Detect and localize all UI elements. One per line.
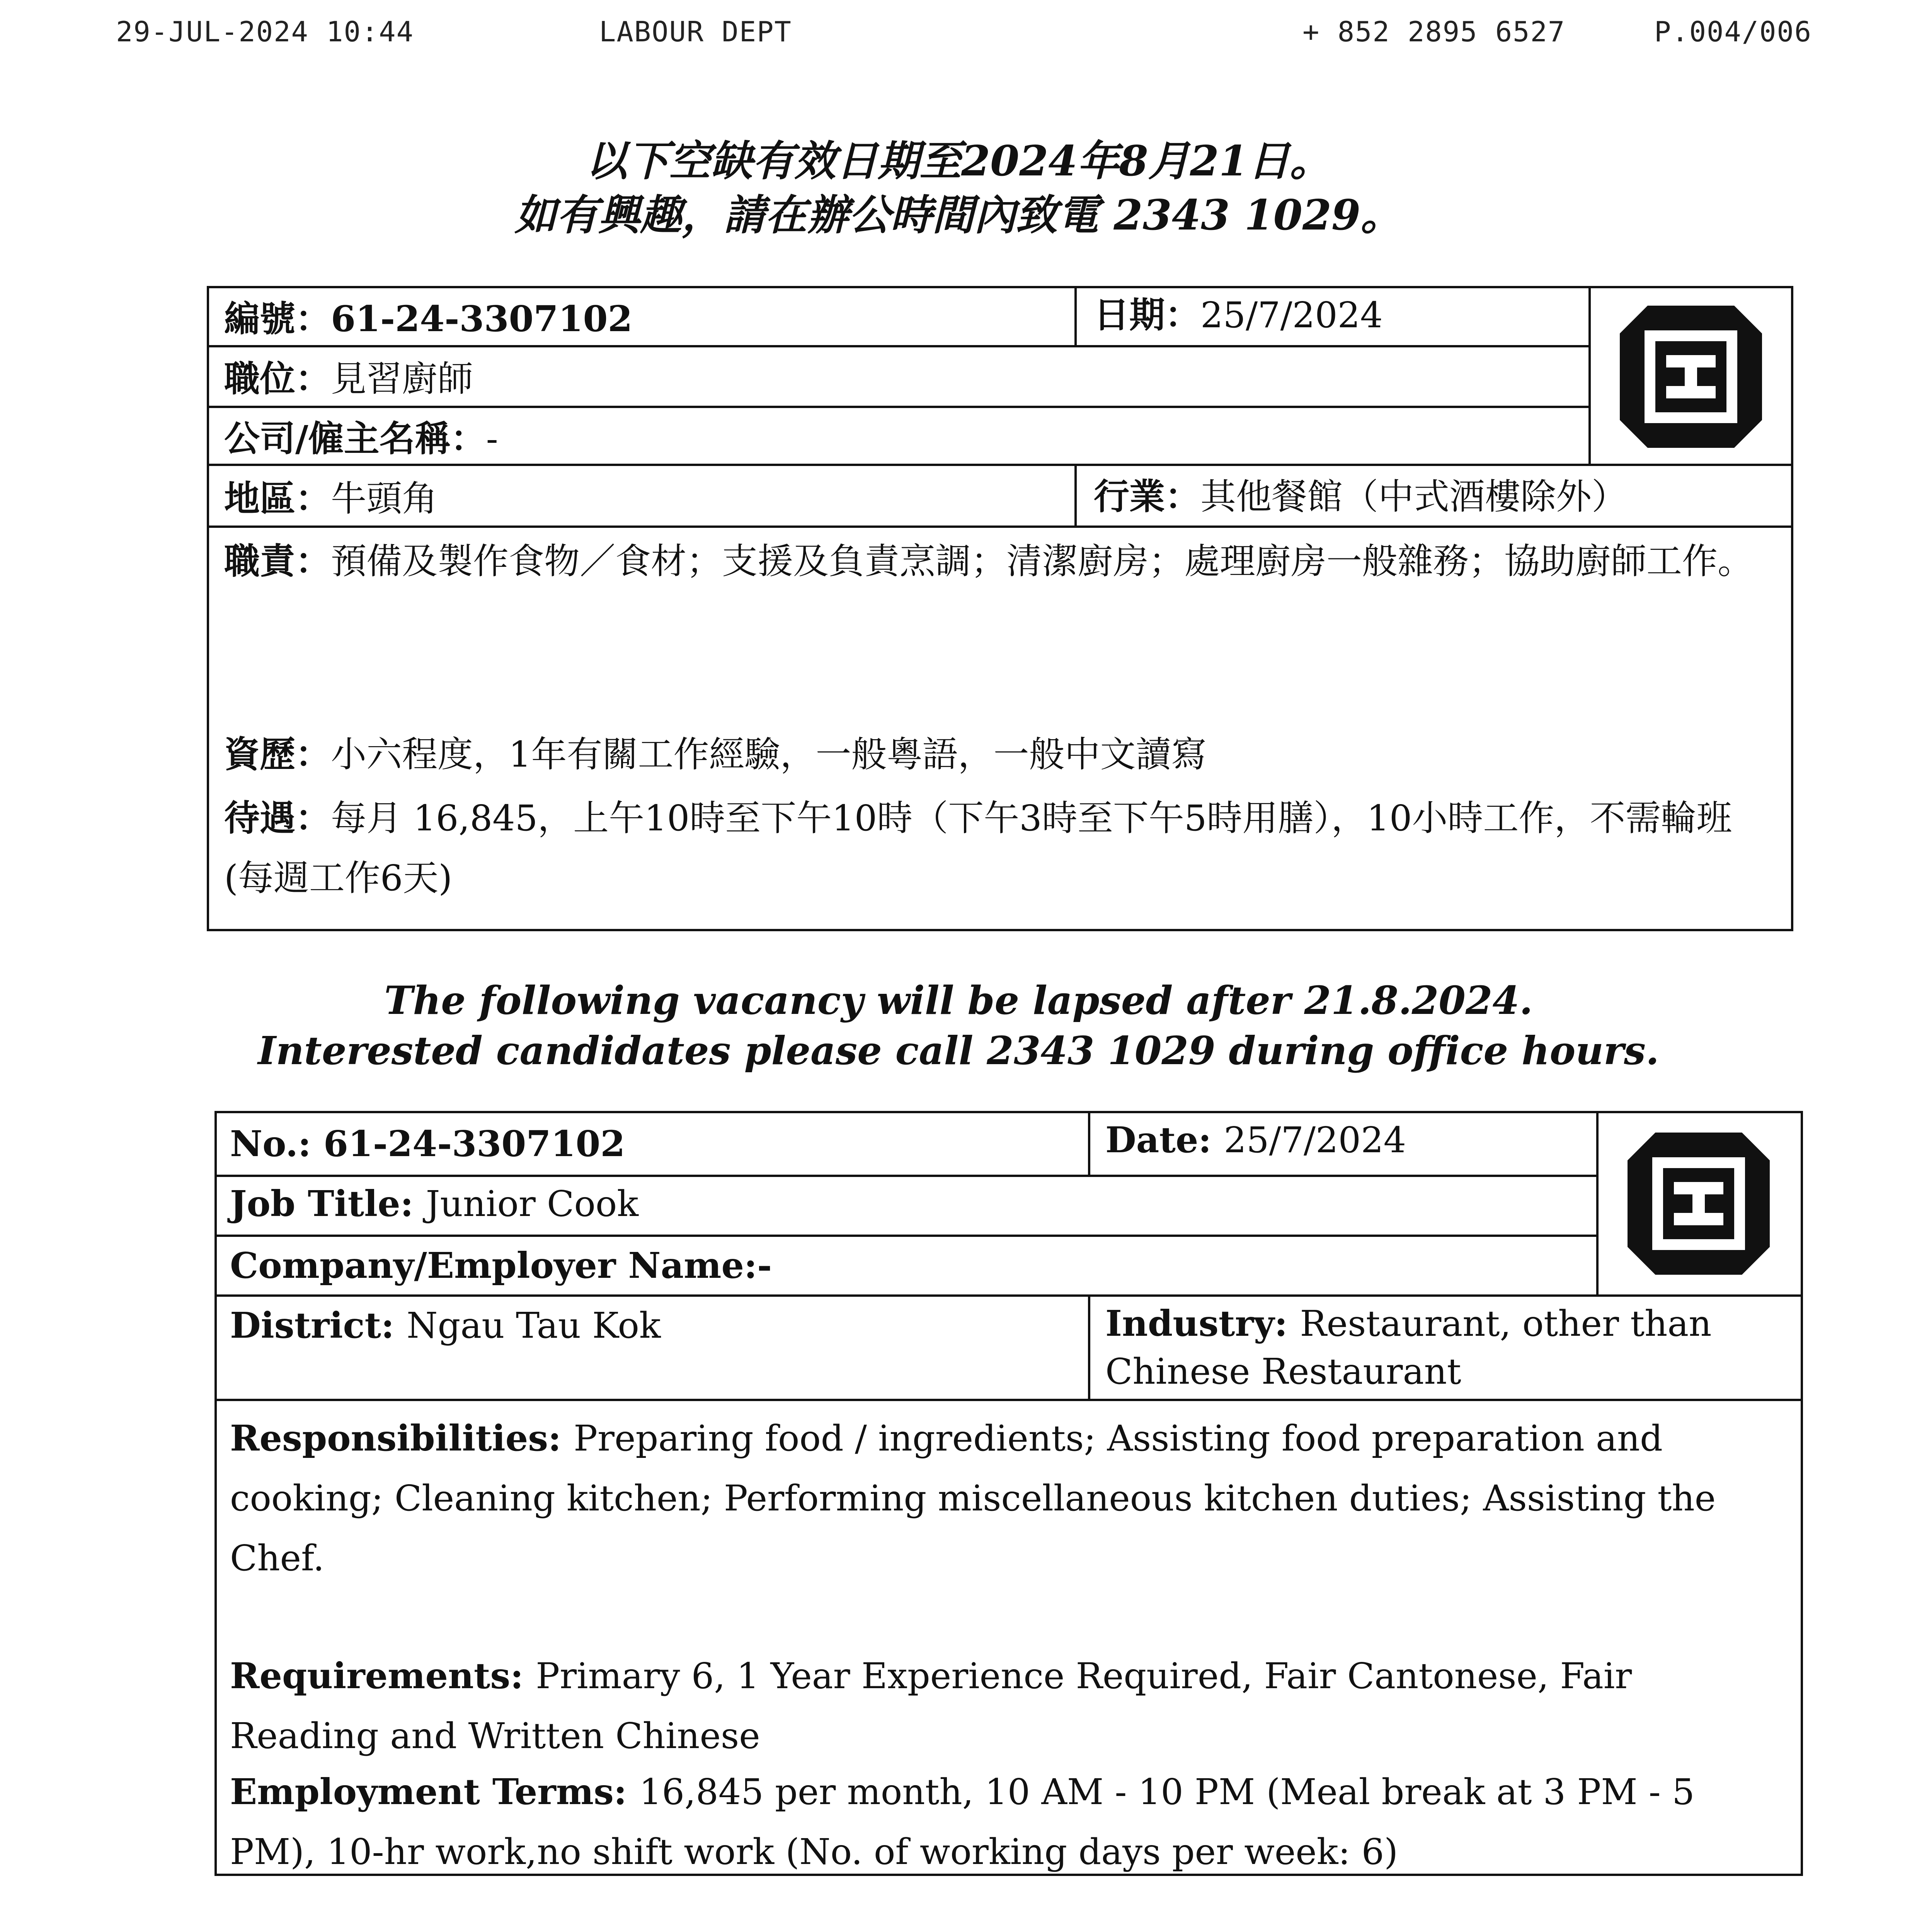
zh-title-field: 職位：見習廚師	[224, 358, 473, 400]
zh-notice-line2: 如有興趣，請在辦公時間內致電 2343 1029。	[514, 191, 1403, 240]
en-col-line	[1596, 1111, 1599, 1294]
en-row-line	[215, 1235, 1598, 1237]
fax-sender: LABOUR DEPT	[599, 15, 792, 48]
en-row-line	[215, 1294, 1803, 1297]
zh-industry-field: 行業：其他餐館（中式酒樓除外）	[1094, 476, 1628, 517]
en-district-field: District: Ngau Tau Kok	[230, 1304, 661, 1346]
en-responsibilities: Responsibilities: Preparing food / ingredients; Assisting food preparation and cooking; Cleaning kitchen; Performing miscellaneous kitchen duties; Assisting the Chef.	[230, 1417, 1716, 1579]
fax-phone: + 852 2895 6527	[1302, 15, 1566, 48]
en-row-line	[215, 1175, 1598, 1177]
en-number-field: No.: 61-24-3307102	[230, 1123, 625, 1165]
fax-datetime: 29-JUL-2024 10:44	[116, 15, 414, 48]
zh-row-line	[207, 345, 1590, 347]
en-industry-field: Industry: Restaurant, other than	[1105, 1303, 1712, 1344]
zh-notice-line1: 以下空缺有效日期至2024年8月21日。	[585, 137, 1332, 185]
en-col-line	[1088, 1294, 1090, 1399]
labour-department-logo-icon	[1621, 1126, 1776, 1281]
en-notice-line2: Interested candidates please call 2343 1029 during office hours.	[258, 1028, 1659, 1073]
en-terms: Employment Terms: 16,845 per month, 10 AM - 10 PM (Meal break at 3 PM - 5 PM), 10-hr work,no shift work (No. of working days per week: 6)	[230, 1771, 1695, 1872]
en-col-line	[1088, 1111, 1090, 1175]
zh-district-field: 地區：牛頭角	[224, 478, 438, 519]
fax-page: P.004/006	[1654, 15, 1812, 48]
en-requirements: Requirements: Primary 6, 1 Year Experience Required, Fair Cantonese, Fair Reading and Written Chinese	[230, 1655, 1632, 1757]
en-title-field: Job Title: Junior Cook	[230, 1183, 638, 1225]
labour-department-logo-icon	[1614, 299, 1768, 454]
zh-col-line	[1588, 286, 1591, 464]
zh-row-line	[207, 526, 1793, 528]
zh-company-field: 公司/僱主名稱：-	[224, 418, 498, 459]
zh-col-line	[1074, 286, 1077, 345]
zh-row-line	[207, 406, 1590, 408]
zh-col-line	[1074, 464, 1077, 526]
en-row-line	[215, 1399, 1803, 1401]
en-notice-line1: The following vacancy will be lapsed after 21.8.2024.	[384, 978, 1533, 1023]
zh-number-field: 編號：61-24-3307102	[224, 298, 633, 340]
zh-row-line	[207, 464, 1793, 466]
zh-terms: 待遇：每月 16,845，上午10時至下午10時（下午3時至下午5時用膳），10小時工作，不需輪班(每週工作6天)	[224, 797, 1732, 899]
zh-date-field: 日期：25/7/2024	[1094, 294, 1383, 336]
en-company-field: Company/Employer Name:-	[230, 1245, 772, 1286]
zh-requirements: 資歷：小六程度，1年有關工作經驗，一般粵語，一般中文讀寫	[224, 733, 1207, 775]
zh-responsibilities: 職責：預備及製作食物／食材；支援及負責烹調；清潔廚房；處理廚房一般雜務；協助廚師工作。	[224, 540, 1754, 582]
en-date-field: Date: 25/7/2024	[1105, 1119, 1406, 1161]
en-industry-field-line2: Chinese Restaurant	[1105, 1351, 1461, 1392]
